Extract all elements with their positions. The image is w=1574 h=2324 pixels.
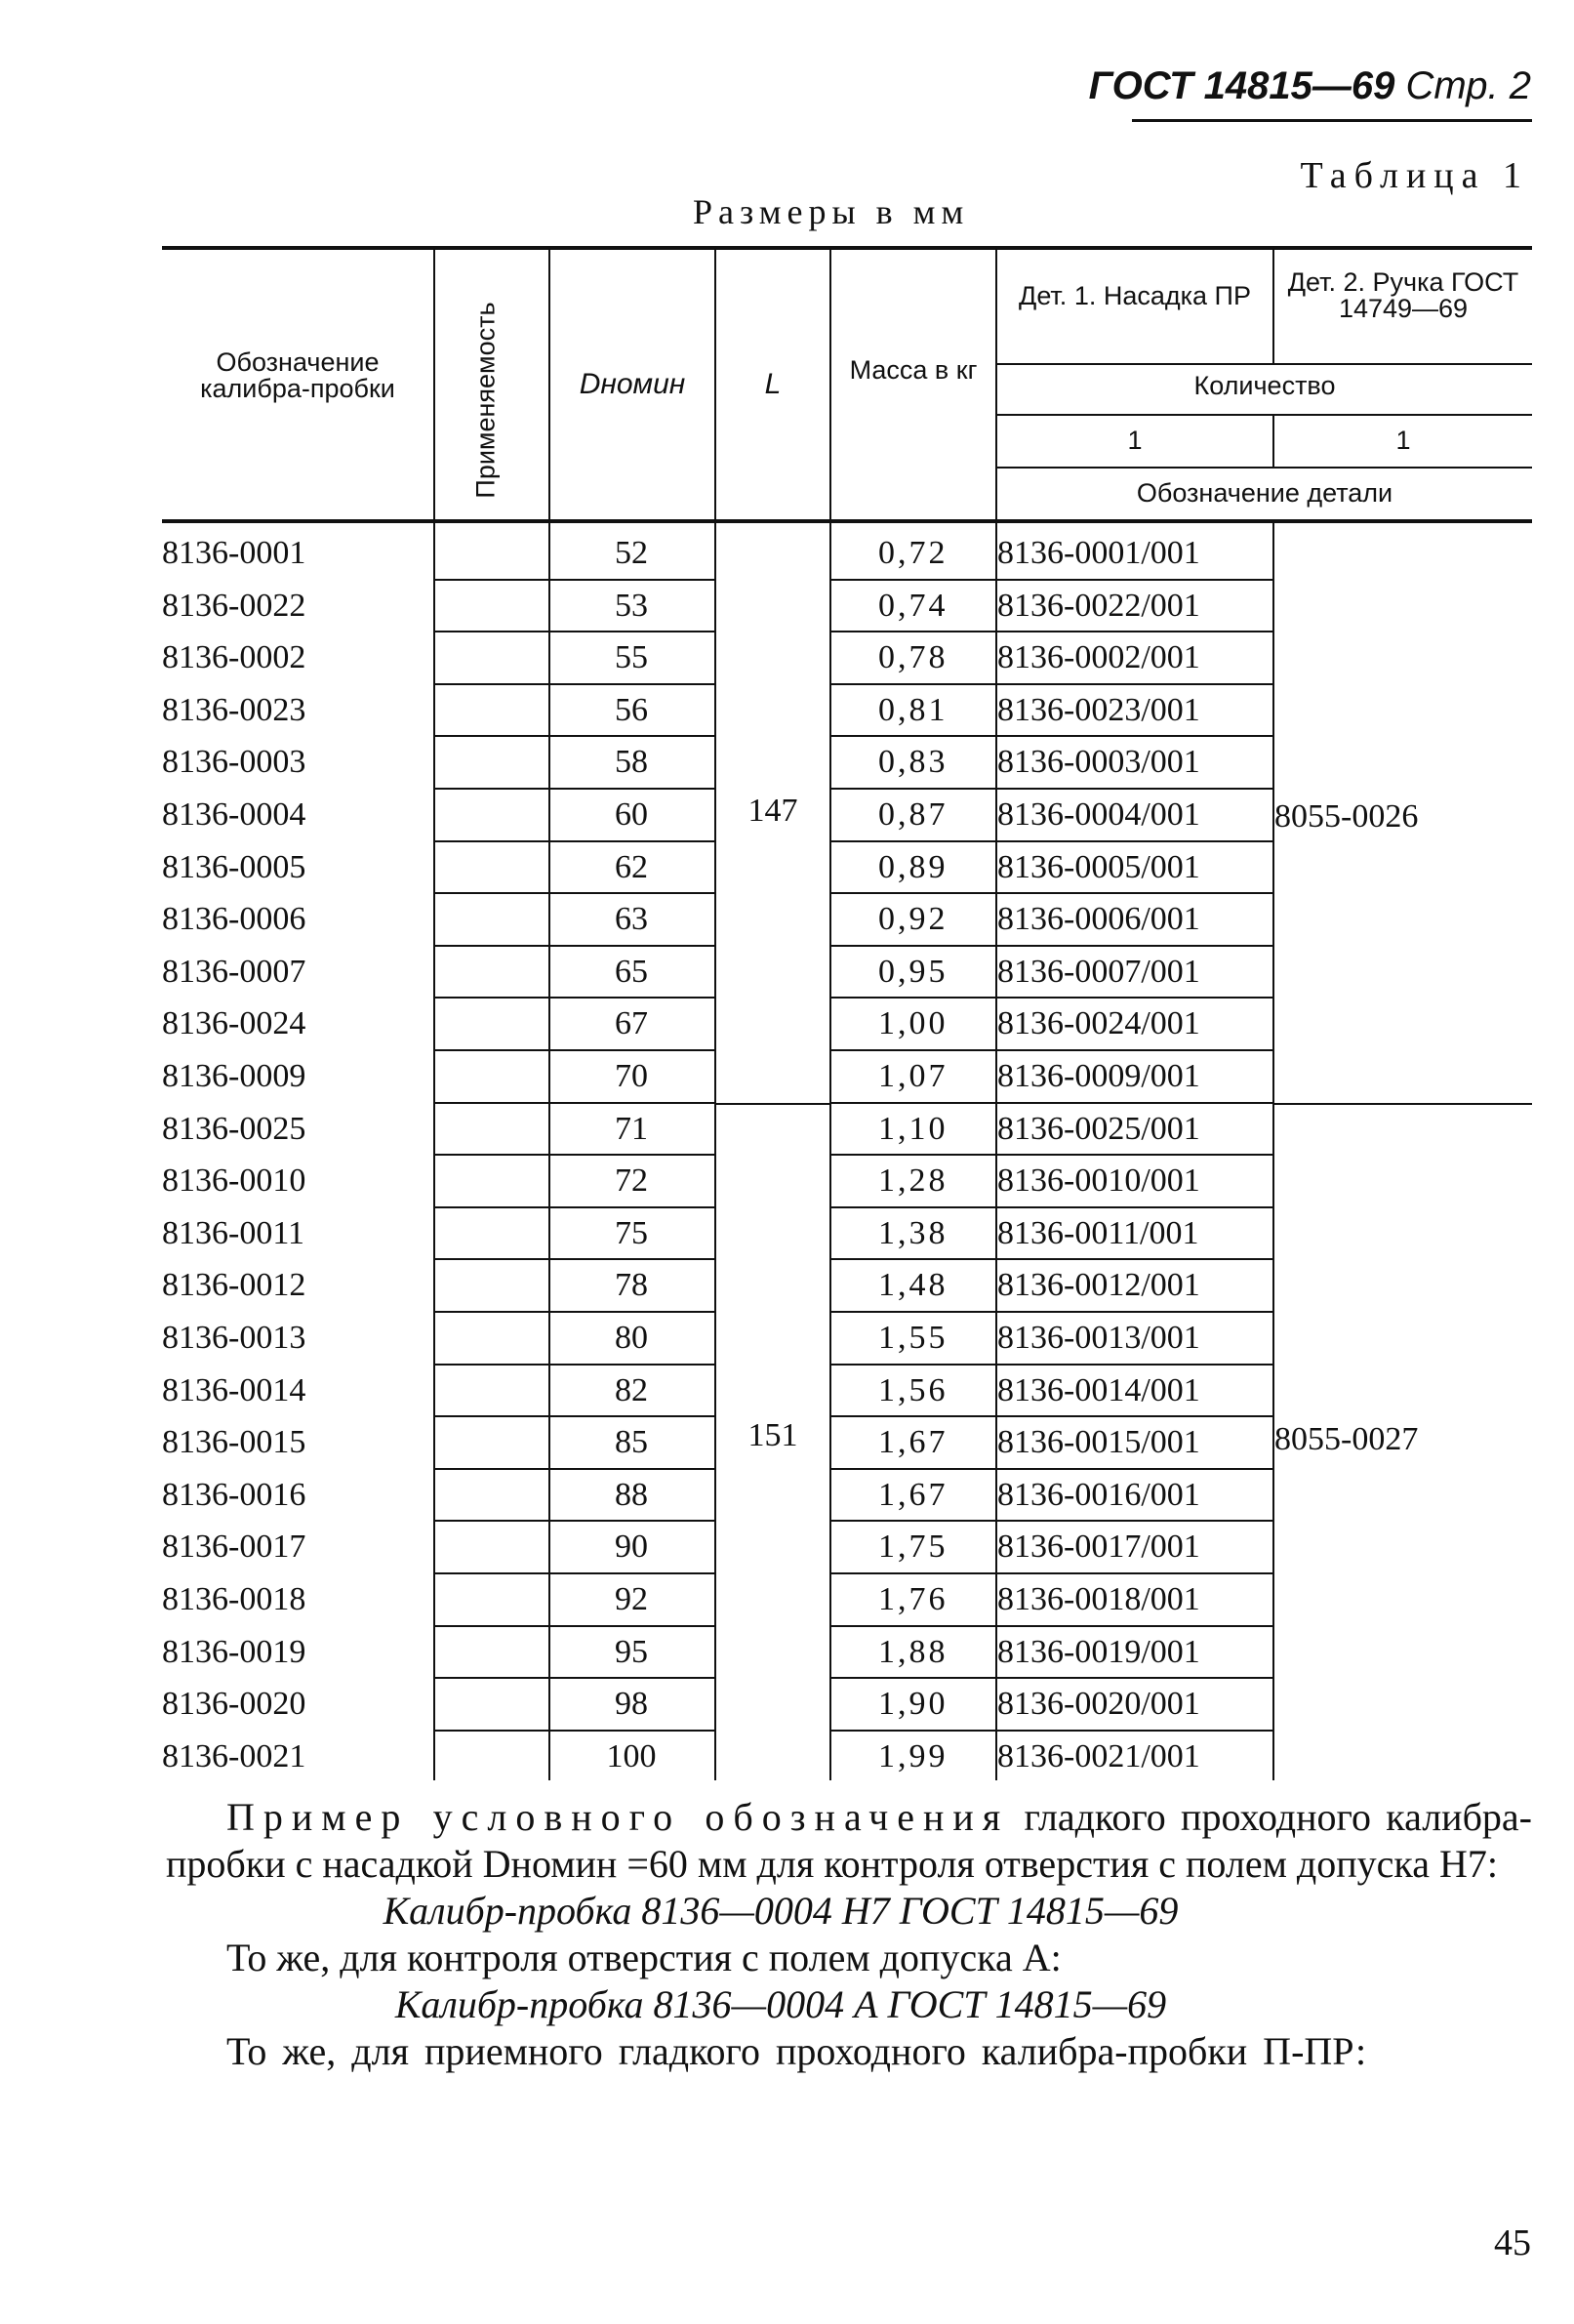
- row-det1: 8136-0007/001: [997, 954, 1200, 990]
- row-dnom: 100: [606, 1738, 657, 1774]
- row-divider: [831, 1468, 995, 1470]
- col-applicability-header: Применяемость: [470, 302, 501, 499]
- row-divider: [550, 1311, 714, 1313]
- quantity-header: Количество: [1193, 371, 1336, 400]
- col-det1-header: Дет. 1. Насадка ПР: [1019, 281, 1251, 310]
- row-divider: [997, 892, 1272, 894]
- row-mass: 1,99: [878, 1738, 948, 1774]
- row-divider: [550, 579, 714, 581]
- row-divider: [997, 1677, 1272, 1679]
- row-divider: [435, 788, 548, 790]
- row-mass: 1,55: [878, 1320, 948, 1356]
- paragraph-example: [166, 1794, 1532, 1888]
- row-divider: [550, 788, 714, 790]
- row-divider: [997, 683, 1272, 685]
- col-designation-header: Обозначение калибра-пробки: [200, 347, 395, 403]
- row-dnom: 72: [615, 1162, 648, 1199]
- row-det1: 8136-0002/001: [997, 639, 1200, 675]
- row-divider: [550, 1468, 714, 1470]
- row-code: 8136-0015: [162, 1424, 306, 1460]
- row-dnom: 95: [615, 1634, 648, 1670]
- row-mass: 0,89: [878, 849, 948, 885]
- hvline-4: [829, 250, 831, 519]
- row-code: 8136-0019: [162, 1634, 306, 1670]
- row-divider: [831, 892, 995, 894]
- row-divider: [831, 1206, 995, 1208]
- row-divider: [997, 579, 1272, 581]
- row-divider: [831, 579, 995, 581]
- page-label: Стр. 2: [1405, 64, 1531, 107]
- row-code: 8136-0017: [162, 1529, 306, 1565]
- row-divider: [435, 1677, 548, 1679]
- row-divider: [435, 1730, 548, 1732]
- row-dnom: 70: [615, 1058, 648, 1094]
- col-det2-header: Дет. 2. Ручка ГОСТ 14749—69: [1287, 267, 1519, 323]
- row-dnom: 78: [615, 1267, 648, 1303]
- bvline-2: [548, 523, 550, 1780]
- row-divider: [435, 945, 548, 947]
- row-det1: 8136-0005/001: [997, 849, 1200, 885]
- row-dnom: 98: [615, 1686, 648, 1722]
- row-divider: [997, 1730, 1272, 1732]
- header-rule-qty: [997, 363, 1532, 365]
- row-divider: [550, 1364, 714, 1366]
- row-divider: [997, 1049, 1272, 1051]
- paragraph-2: То же, для контроля отверстия с полем допуска A:: [226, 1936, 1062, 1979]
- row-code: 8136-0016: [162, 1477, 306, 1513]
- row-det1: 8136-0020/001: [997, 1686, 1200, 1722]
- row-mass: 0,87: [878, 796, 948, 833]
- row-divider: [550, 892, 714, 894]
- row-divider: [997, 945, 1272, 947]
- row-det1: 8136-0022/001: [997, 588, 1200, 624]
- example-2: Калибр-пробка 8136—0004 А ГОСТ 14815—69: [394, 1982, 1167, 2026]
- row-code: 8136-0001: [162, 535, 306, 571]
- row-divider: [550, 1049, 714, 1051]
- row-mass: 1,67: [878, 1477, 948, 1513]
- group-divider-handle: [1274, 1103, 1532, 1105]
- paragraph-3: То же, для приемного гладкого проходного калибра-пробки П-ПР:: [226, 2029, 1367, 2073]
- row-dnom: 65: [615, 954, 648, 990]
- row-code: 8136-0011: [162, 1215, 305, 1251]
- l-group-2: 151: [747, 1417, 798, 1453]
- row-mass: 1,48: [878, 1267, 948, 1303]
- row-divider: [997, 1206, 1272, 1208]
- row-code: 8136-0014: [162, 1372, 306, 1408]
- row-dnom: 90: [615, 1529, 648, 1565]
- row-code: 8136-0009: [162, 1058, 306, 1094]
- row-code: 8136-0023: [162, 692, 306, 728]
- row-det1: 8136-0019/001: [997, 1634, 1200, 1670]
- row-divider: [435, 1572, 548, 1574]
- bvline-4: [829, 523, 831, 1780]
- row-dnom: 85: [615, 1424, 648, 1460]
- row-dnom: 58: [615, 744, 648, 780]
- row-divider: [997, 1154, 1272, 1156]
- row-det1: 8136-0012/001: [997, 1267, 1200, 1303]
- row-divider: [997, 1572, 1272, 1574]
- row-dnom: 75: [615, 1215, 648, 1251]
- row-divider: [831, 1520, 995, 1522]
- row-mass: 1,10: [878, 1111, 948, 1147]
- row-mass: 1,00: [878, 1005, 948, 1041]
- row-dnom: 55: [615, 639, 648, 675]
- row-code: 8136-0010: [162, 1162, 306, 1199]
- row-divider: [435, 892, 548, 894]
- units-caption: Размеры в мм: [693, 192, 970, 231]
- row-code: 8136-0003: [162, 744, 306, 780]
- row-divider: [997, 1102, 1272, 1104]
- row-det1: 8136-0011/001: [997, 1215, 1199, 1251]
- table-top-rule: [162, 246, 1532, 250]
- header-rule: [1132, 119, 1532, 122]
- gost-number: ГОСТ 14815—69: [1088, 64, 1395, 107]
- row-divider: [550, 1415, 714, 1417]
- row-mass: 1,76: [878, 1581, 948, 1617]
- row-code: 8136-0021: [162, 1738, 306, 1774]
- row-divider: [997, 788, 1272, 790]
- row-divider: [831, 1102, 995, 1104]
- row-det1: 8136-0021/001: [997, 1738, 1200, 1774]
- row-divider: [831, 1415, 995, 1417]
- row-det1: 8136-0015/001: [997, 1424, 1200, 1460]
- row-det1: 8136-0018/001: [997, 1581, 1200, 1617]
- row-det1: 8136-0016/001: [997, 1477, 1200, 1513]
- detail-designation-header: Обозначение детали: [1136, 478, 1393, 508]
- row-divider: [997, 631, 1272, 632]
- row-divider: [435, 1415, 548, 1417]
- body-text: [166, 1794, 1532, 2075]
- row-divider: [550, 1102, 714, 1104]
- bvline-1: [433, 523, 435, 1780]
- row-divider: [550, 1677, 714, 1679]
- row-divider: [435, 1520, 548, 1522]
- row-divider: [831, 840, 995, 842]
- row-mass: 0,83: [878, 744, 948, 780]
- row-divider: [831, 1049, 995, 1051]
- row-divider: [831, 997, 995, 999]
- row-det1: 8136-0024/001: [997, 1005, 1200, 1041]
- row-divider: [831, 735, 995, 737]
- row-mass: 1,56: [878, 1372, 948, 1408]
- row-dnom: 52: [615, 535, 648, 571]
- row-code: 8136-0005: [162, 849, 306, 885]
- row-divider: [831, 1258, 995, 1260]
- row-code: 8136-0004: [162, 796, 306, 833]
- row-dnom: 60: [615, 796, 648, 833]
- row-dnom: 63: [615, 901, 648, 937]
- row-divider: [435, 1625, 548, 1627]
- row-mass: 0,74: [878, 588, 948, 624]
- row-divider: [435, 840, 548, 842]
- row-divider: [435, 997, 548, 999]
- row-divider: [831, 1364, 995, 1366]
- row-mass: 1,75: [878, 1529, 948, 1565]
- row-dnom: 80: [615, 1320, 648, 1356]
- table-label: Таблица 1: [1300, 155, 1529, 196]
- row-dnom: 56: [615, 692, 648, 728]
- row-code: 8136-0025: [162, 1111, 306, 1147]
- col-l-header: L: [764, 368, 782, 400]
- row-code: 8136-0006: [162, 901, 306, 937]
- row-code: 8136-0024: [162, 1005, 306, 1041]
- row-divider: [997, 1468, 1272, 1470]
- row-mass: 0,78: [878, 639, 948, 675]
- col-dnom-header: Dномин: [579, 368, 686, 400]
- row-divider: [997, 1415, 1272, 1417]
- row-divider: [550, 1520, 714, 1522]
- row-code: 8136-0012: [162, 1267, 306, 1303]
- row-code: 8136-0018: [162, 1581, 306, 1617]
- header-bottom-rule: [162, 519, 1532, 523]
- l-group-1: 147: [747, 793, 798, 829]
- row-det1: 8136-0014/001: [997, 1372, 1200, 1408]
- hvline-1: [433, 250, 435, 519]
- row-det1: 8136-0004/001: [997, 796, 1200, 833]
- row-det1: 8136-0001/001: [997, 535, 1200, 571]
- row-dnom: 88: [615, 1477, 648, 1513]
- row-dnom: 53: [615, 588, 648, 624]
- row-divider: [831, 1572, 995, 1574]
- row-divider: [997, 1258, 1272, 1260]
- page-header: [1089, 64, 1531, 108]
- row-divider: [997, 1520, 1272, 1522]
- row-divider: [550, 1206, 714, 1208]
- row-mass: 0,92: [878, 901, 948, 937]
- row-divider: [831, 1677, 995, 1679]
- row-divider: [831, 1311, 995, 1313]
- row-mass: 1,88: [878, 1634, 948, 1670]
- row-divider: [435, 683, 548, 685]
- row-dnom: 67: [615, 1005, 648, 1041]
- row-dnom: 92: [615, 1581, 648, 1617]
- row-mass: 1,38: [878, 1215, 948, 1251]
- row-code: 8136-0020: [162, 1686, 306, 1722]
- row-divider: [435, 1258, 548, 1260]
- bvline-3: [714, 523, 716, 1780]
- header-rule-detail: [997, 467, 1532, 469]
- row-code: 8136-0002: [162, 639, 306, 675]
- header-rule-qty-values: [997, 414, 1532, 416]
- row-divider: [435, 1154, 548, 1156]
- bvline-6: [1272, 523, 1274, 1780]
- row-divider: [550, 1730, 714, 1732]
- row-mass: 0,72: [878, 535, 948, 571]
- row-mass: 1,28: [878, 1162, 948, 1199]
- row-divider: [550, 631, 714, 632]
- row-divider: [831, 1625, 995, 1627]
- group-divider-l: [716, 1103, 829, 1105]
- row-det1: 8136-0006/001: [997, 901, 1200, 937]
- row-divider: [550, 1572, 714, 1574]
- row-det1: 8136-0009/001: [997, 1058, 1200, 1094]
- row-divider: [550, 1154, 714, 1156]
- row-code: 8136-0007: [162, 954, 306, 990]
- col-mass-header: Масса в кг: [849, 355, 978, 385]
- row-divider: [435, 1311, 548, 1313]
- row-code: 8136-0022: [162, 588, 306, 624]
- row-divider: [550, 840, 714, 842]
- row-divider: [435, 1206, 548, 1208]
- row-det1: 8136-0025/001: [997, 1111, 1200, 1147]
- row-divider: [997, 1311, 1272, 1313]
- row-det1: 8136-0010/001: [997, 1162, 1200, 1199]
- row-divider: [550, 1625, 714, 1627]
- row-divider: [831, 945, 995, 947]
- qty-det1: 1: [1127, 426, 1143, 455]
- row-divider: [550, 1258, 714, 1260]
- row-mass: 1,67: [878, 1424, 948, 1460]
- paragraph-1-text: гладкого проходного калибра-пробки с насадкой Dномин =60 мм для контроля отверстия с полем допуска H7:: [166, 1795, 1532, 1886]
- row-divider: [831, 788, 995, 790]
- row-divider: [550, 735, 714, 737]
- row-dnom: 82: [615, 1372, 648, 1408]
- page-number: 45: [1494, 2222, 1531, 2263]
- row-divider: [435, 735, 548, 737]
- row-dnom: 71: [615, 1111, 648, 1147]
- row-det1: 8136-0013/001: [997, 1320, 1200, 1356]
- row-mass: 1,07: [878, 1058, 948, 1094]
- row-mass: 1,90: [878, 1686, 948, 1722]
- row-divider: [997, 1364, 1272, 1366]
- row-divider: [435, 631, 548, 632]
- row-det1: 8136-0017/001: [997, 1529, 1200, 1565]
- row-divider: [550, 683, 714, 685]
- row-divider: [435, 1102, 548, 1104]
- row-dnom: 62: [615, 849, 648, 885]
- row-det1: 8136-0023/001: [997, 692, 1200, 728]
- example-heading: Пример условного обозначения: [226, 1795, 1010, 1839]
- row-divider: [997, 735, 1272, 737]
- row-divider: [831, 1730, 995, 1732]
- row-divider: [997, 1625, 1272, 1627]
- handle-group-1: 8055-0026: [1274, 798, 1419, 835]
- row-divider: [550, 945, 714, 947]
- row-divider: [831, 631, 995, 632]
- row-divider: [435, 1364, 548, 1366]
- row-code: 8136-0013: [162, 1320, 306, 1356]
- qty-det2: 1: [1395, 426, 1411, 455]
- row-divider: [435, 579, 548, 581]
- row-mass: 0,95: [878, 954, 948, 990]
- row-divider: [997, 840, 1272, 842]
- row-divider: [435, 1049, 548, 1051]
- example-1: Калибр-пробка 8136—0004 Н7 ГОСТ 14815—69: [383, 1889, 1179, 1933]
- handle-group-2: 8055-0027: [1274, 1421, 1419, 1457]
- row-divider: [831, 1154, 995, 1156]
- row-divider: [435, 1468, 548, 1470]
- row-det1: 8136-0003/001: [997, 744, 1200, 780]
- row-divider: [997, 997, 1272, 999]
- row-divider: [550, 997, 714, 999]
- row-mass: 0,81: [878, 692, 948, 728]
- row-divider: [831, 683, 995, 685]
